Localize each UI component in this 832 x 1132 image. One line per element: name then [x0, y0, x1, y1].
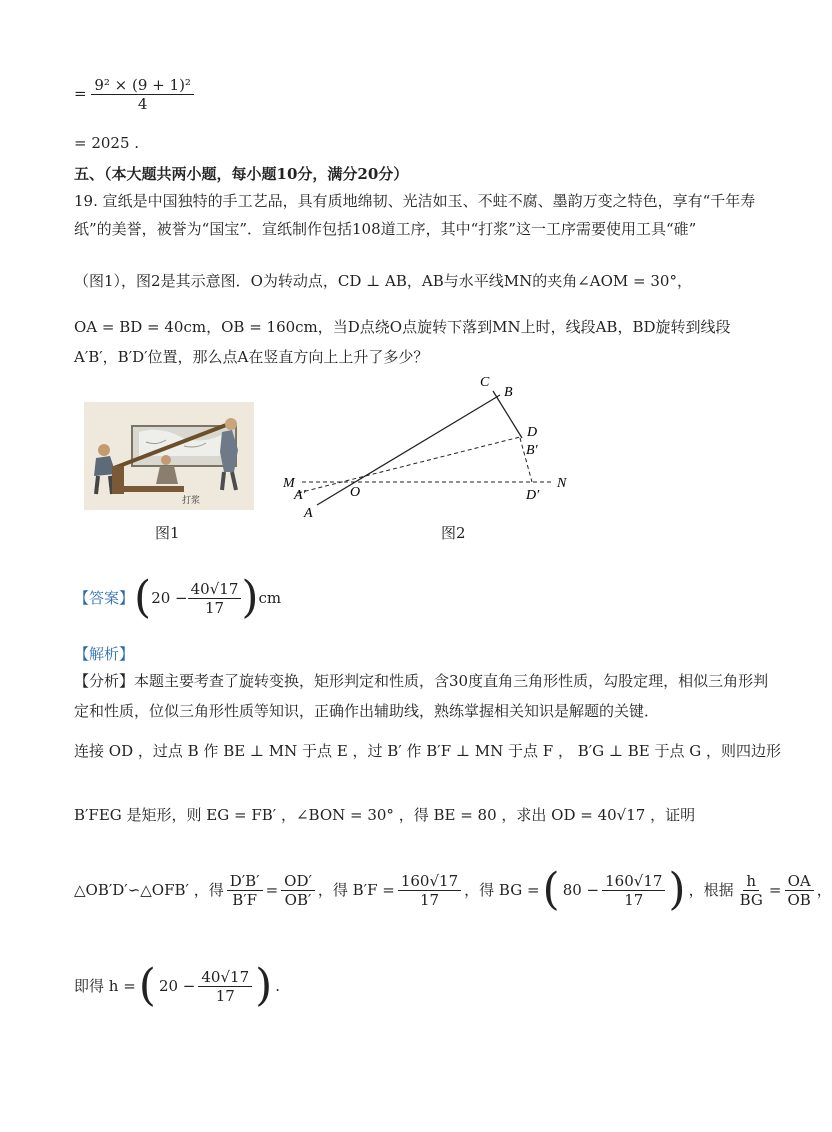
- segment-A2B2: [298, 437, 520, 493]
- label-B: B: [504, 385, 513, 400]
- label-M: M: [283, 476, 295, 491]
- trailing-comma: ，: [816, 881, 832, 899]
- step1-formula: [74, 76, 194, 113]
- step1-numerator: 9² × (9 + 1)²: [91, 76, 194, 95]
- fraction-2-den: OB′: [284, 890, 312, 909]
- fraction-6-den: OB: [787, 890, 811, 909]
- fraction-3-num: 160√17: [398, 872, 461, 891]
- answer-prefix: 20 −: [151, 589, 188, 607]
- segment-AB: [317, 395, 500, 505]
- fraction-6-num: OA: [785, 872, 814, 891]
- fraction-BF-value: [398, 872, 461, 909]
- label-C: C: [480, 375, 490, 390]
- analysis-line-2: 定和性质，位似三角形性质等知识，正确作出辅助线，熟练掌握相关知识是解题的关键．: [74, 702, 660, 720]
- answer-numerator: 40√17: [188, 580, 242, 599]
- answer-open-paren: (: [134, 572, 152, 623]
- analysis-line-5: [74, 864, 832, 915]
- label-D: D: [527, 425, 538, 440]
- figure1-inner-label: 打浆: [182, 495, 201, 505]
- answer-row: [74, 572, 282, 623]
- section-title: 五、（本大题共两小题，每小题10分，满分20分）: [74, 165, 409, 183]
- final-close-paren: ): [255, 960, 273, 1011]
- figure2-diagram: [280, 372, 580, 522]
- text-get-BG: ，得 BG =: [464, 881, 540, 899]
- bg-prefix: 80 −: [562, 881, 600, 899]
- final-period: .: [275, 977, 281, 995]
- problem-line-1: 19. 宣纸是中国独特的手工艺品，具有质地绵韧、光洁如玉、不蛀不腐、墨韵万变之特色，享有“千年寿: [74, 192, 756, 210]
- fraction-BG-value: [602, 872, 665, 909]
- problem-line-4: OA = BD = 40cm，OB = 160cm，当D点绕O点旋转下落到MN上时，线段AB，BD旋转到线段: [74, 318, 731, 336]
- fraction-1-den: B′F: [232, 890, 258, 909]
- problem-line-5: A′B′，B′D′位置，那么点A在竖直方向上上升了多少？: [74, 348, 429, 366]
- answer-fraction: [188, 580, 242, 617]
- bg-open-paren: (: [542, 864, 560, 915]
- label-O: O: [350, 485, 361, 500]
- fraction-OD-over-OB: [281, 872, 315, 909]
- analysis-line-3: 连接 OD ，过点 B 作 BE ⊥ MN 于点 E ，过 B′ 作 B′F ⊥ MN 于点 F ， B′G ⊥ BE 于点 G ，则四边形: [74, 742, 782, 760]
- fraction-1-num: D′B′: [227, 872, 263, 891]
- similarity-statement: △OB′D′∽△OFB′ ，得: [74, 881, 224, 899]
- equals-sign: =: [265, 881, 279, 899]
- problem-line-2: 纸”的美誉，被誉为“国宝”．宣纸制作包括108道工序，其中“打浆”这一工序需要使用工具“碓”: [74, 220, 697, 238]
- final-inner: 20 −: [158, 977, 196, 995]
- bg-close-paren: ): [668, 864, 686, 915]
- label-B-prime: B′: [526, 443, 538, 458]
- final-denominator: 17: [215, 986, 235, 1005]
- answer-unit: cm: [258, 589, 282, 607]
- fraction-4-num: 160√17: [602, 872, 665, 891]
- fraction-5-den: BG: [739, 890, 763, 909]
- fraction-5-num: h: [743, 872, 759, 891]
- analysis-line-4: B′FEG 是矩形，则 EG = FB′ ，∠BON = 30° ，得 BE = 80 ，求出 OD = 40√17 ，证明: [74, 806, 696, 824]
- final-prefix: 即得 h =: [74, 977, 136, 995]
- label-A: A: [304, 506, 313, 521]
- problem-line-3: （图1），图2是其示意图．O为转动点，CD ⊥ AB，AB与水平线MN的夹角∠AOM = 30°，: [74, 272, 692, 290]
- final-fraction: [198, 968, 252, 1005]
- figure1-caption: 图1: [155, 524, 180, 542]
- figure1-image: [84, 402, 254, 510]
- step1-prefix: =: [74, 84, 87, 103]
- analysis-line-1: 【分析】本题主要考查了旋转变换，矩形判定和性质，含30度直角三角形性质，勾股定理，相似三角形判: [74, 672, 769, 690]
- fraction-2-num: OD′: [281, 872, 315, 891]
- fraction-OA-over-OB: [784, 872, 813, 909]
- equals-sign-2: =: [768, 881, 782, 899]
- label-N: N: [557, 476, 567, 491]
- figure2-svg: [280, 372, 580, 522]
- step1-fraction: [91, 76, 194, 113]
- final-numerator: 40√17: [198, 968, 252, 987]
- fraction-h-over-BG: [737, 872, 766, 909]
- figure1-illustration: [84, 402, 254, 510]
- fraction-3-den: 17: [419, 890, 440, 909]
- text-according: ，根据: [688, 881, 734, 899]
- figure2-caption: 图2: [441, 524, 466, 542]
- final-open-paren: (: [138, 960, 156, 1011]
- label-D-prime: D′: [526, 488, 540, 503]
- label-A-prime: A′: [294, 488, 306, 503]
- fraction-4-den: 17: [624, 890, 644, 909]
- step1-denominator: 4: [137, 95, 148, 113]
- step2-result: = 2025 .: [74, 134, 140, 152]
- answer-tag: 【答案】: [74, 589, 135, 607]
- analysis-tag: 【解析】: [74, 645, 135, 663]
- fraction-DB-over-BF: [227, 872, 263, 909]
- answer-close-paren: ): [241, 572, 259, 623]
- answer-denominator: 17: [204, 598, 225, 617]
- text-get-BF: ，得 B′F =: [317, 881, 395, 899]
- analysis-line-6: [74, 960, 281, 1011]
